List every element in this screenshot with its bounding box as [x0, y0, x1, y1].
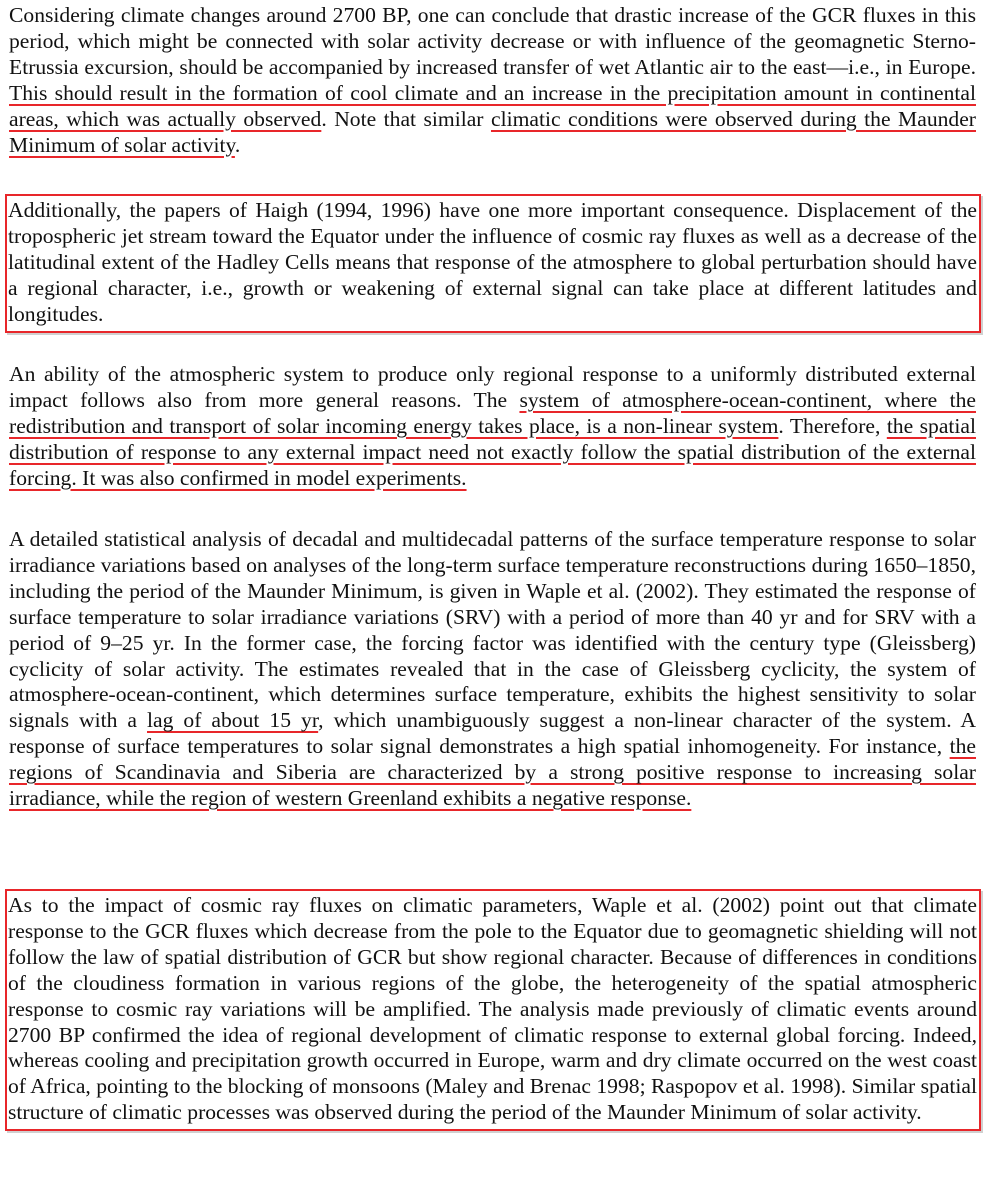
text-segment: Considering climate changes around 2700 BP, one can conclude that drastic increase of the GCR fluxes in this period, which might be connected with solar activity decrease or with influence of the geomagnetic Sterno-Etrussia excursion, should be accompanied by increased transfer of wet Atlantic air to the east—i.e., in Europe.: [9, 3, 976, 79]
underlined-highlight: system of atmosphere-ocean-continent, where the redistribution and transport of solar incoming energy takes place, is a non-linear system: [9, 387, 976, 438]
paragraph-regional-response: [9, 362, 976, 492]
underlined-highlight: climatic conditions were observed during the Maunder Minimum of solar activity: [9, 106, 976, 157]
text-segment: .: [234, 132, 241, 157]
text-segment: As to the impact of cosmic ray fluxes on climatic parameters, Waple et al. (2002) point out that climate response to the GCR fluxes which decrease from the pole to the Equator due to geomagnetic shielding will not follow the law of spatial distribution of GCR but show regional character. Because of differences in conditions of the cloudiness formation in various regions of the globe, the heterogeneity of the spatial atmospheric response to cosmic ray variations will be amplified. The analysis made previously of climatic events around 2700 BP confirmed the idea of regional development of climatic response to external global forcing. Indeed, whereas cooling and precipitation growth occurred in Europe, warm and dry climate occurred on the west coast of Africa, pointing to the blocking of monsoons (Maley and Brenac 1998; Raspopov et al. 1998). Similar spatial structure of climatic processes was observed during the period of the Maunder Minimum of solar activity.: [8, 893, 977, 1125]
underlined-highlight: This should result in the formation of cool climate and an increase in the precipitation amount in continental areas, which was actually observed: [9, 80, 976, 131]
paragraph-cosmic-ray-impact: [5, 889, 981, 1131]
underlined-highlight: the spatial distribution of response to any external impact need not exactly follow the spatial distribution of the external forcing. It was also confirmed in model experiments.: [9, 413, 976, 490]
text-segment: Additionally, the papers of Haigh (1994, 1996) have one more important consequence. Displacement of the tropospheric jet stream toward the Equator under the influence of cosmic ray fluxes as well as a decrease of the latitudinal extent of the Hadley Cells means that response of the atmosphere to global perturbation should have a regional character, i.e., growth or weakening of external signal can take place at different latitudes and longitudes.: [8, 198, 977, 326]
text-segment: . Therefore,: [778, 413, 887, 438]
paragraph-haigh-consequence: [5, 194, 981, 333]
paragraph-waple-analysis: [9, 527, 976, 812]
underlined-highlight: the regions of Scandinavia and Siberia are characterized by a strong positive response to increasing solar irradiance, while the region of western Greenland exhibits a negative response.: [9, 734, 976, 811]
text-segment: A detailed statistical analysis of decadal and multidecadal patterns of the surface temperature response to solar irradiance variations based on analyses of the long-term surface temperature reconstructions during 1650–1850, including the period of the Maunder Minimum, is given in Waple et al. (2002). They estimated the response of surface temperature to solar irradiance variations (SRV) with a period of more than 40 yr and for SRV with a period of 9–25 yr. In the former case, the forcing factor was identified with the century type (Gleissberg) cyclicity of solar activity. The estimates revealed that in the case of Gleissberg cyclicity, the system of atmosphere-ocean-continent, which determines surface temperature, exhibits the highest sensitivity to solar signals with a: [9, 527, 976, 733]
text-segment: An ability of the atmospheric system to produce only regional response to a uniformly distributed external impact follows also from more general reasons. The: [9, 362, 976, 412]
text-segment: , which unambiguously suggest a non-linear character of the system. A response of surface temperatures to solar signal demonstrates a high spatial inhomogeneity. For instance,: [9, 708, 977, 759]
paragraph-climate-2700bp: [9, 3, 976, 158]
underlined-highlight: lag of about 15 yr: [147, 708, 319, 733]
text-segment: . Note that similar: [321, 106, 491, 131]
